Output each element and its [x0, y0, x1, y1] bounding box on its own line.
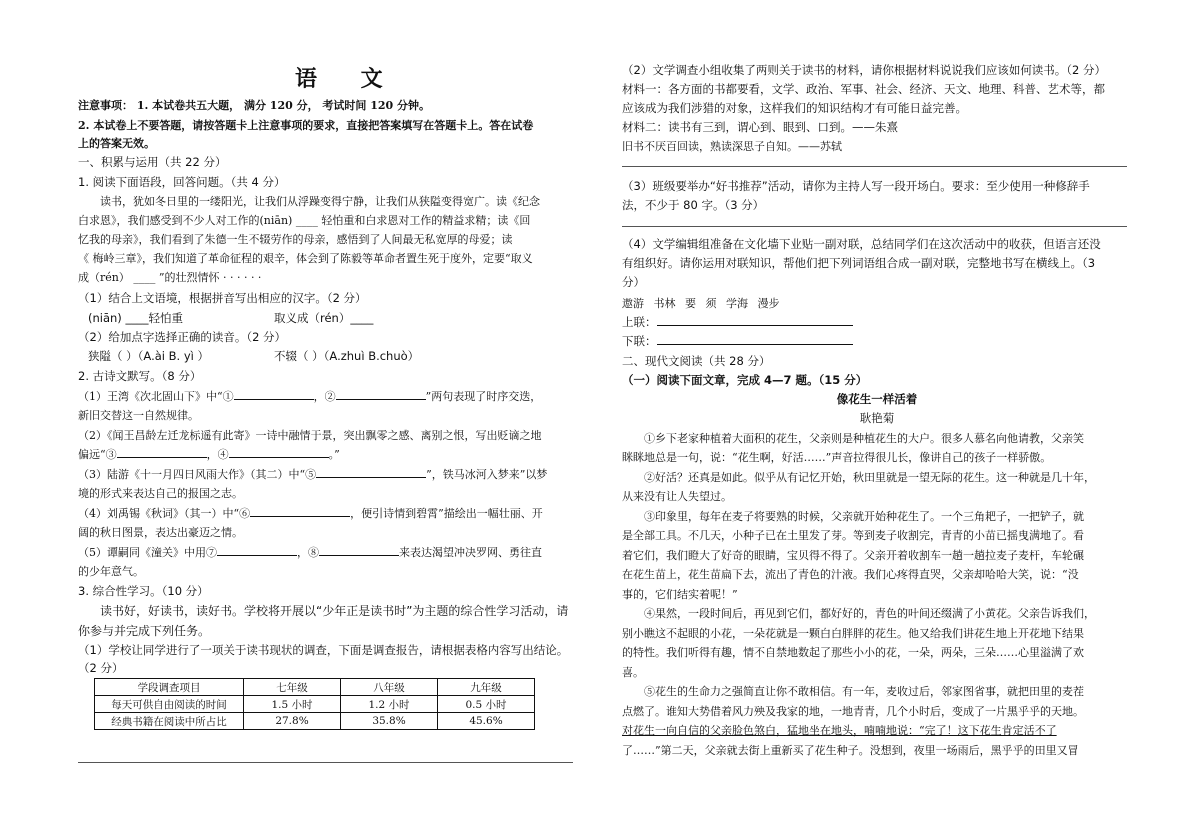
couplet-words: 遨游 书林 要 须 学海 漫步 — [622, 297, 780, 310]
q2-line-text: （1）王湾《次北固山下》中“① — [78, 390, 234, 403]
article-line: 事的，它们结实着呢！” — [622, 588, 738, 601]
q3-sub4-cont: 有组织好。请你运用对联知识，帮他们把下列词语组合成一副对联，完整地书写在横线上。（3 — [622, 256, 1096, 270]
answer-blank[interactable] — [229, 445, 329, 458]
q1-sub2-a: 狭隘（ ）（A.ài B. yì ） — [88, 349, 209, 363]
q2-line-cont: 阔的秋日图景，表达出豪迈之情。 — [78, 526, 243, 539]
q2-line-tail: 来表达渴望冲决罗网、勇往直 — [399, 546, 542, 559]
q2-line-cont: 境的形式来表达自己的报国之志。 — [78, 487, 243, 500]
table-header: 七年级 — [244, 679, 341, 696]
answer-blank[interactable] — [319, 543, 399, 556]
q3-sub3: （3）班级要举办“好书推荐”活动，请你为主持人写一段开场白。要求：至少使用一种修辞手 — [622, 179, 1090, 193]
material-1: 材料一：各方面的书都要看，文学、政治、军事、社会、经济、天文、地理、科普、艺术等，都 — [622, 82, 1105, 96]
q3-sub1-score: （2 分） — [78, 661, 124, 675]
table-header: 九年级 — [438, 679, 535, 696]
table-cell: 每天可供自由阅读的时间 — [95, 696, 244, 713]
q2-line-tail: ”，铁马冰河入梦来”以梦 — [426, 468, 548, 481]
table-cell: 1.5 小时 — [244, 696, 341, 713]
article-line: ④果然，一段时间后，再见到它们，都好好的，青色的叶间还缀满了小黄花。父亲告诉我们， — [644, 607, 1095, 620]
q1-para-line: 读书，犹如冬日里的一缕阳光，让我们从浮躁变得宁静，让我们从狭隘变得宽广。读《纪念 — [100, 195, 540, 208]
q2-line: （2）《闻王昌龄左迁龙标遥有此寄》一诗中融情于景，突出飘零之感、离别之恨，写出贬谪之地 — [78, 429, 542, 442]
q2-line-cont: 新旧交替这一自然规律。 — [78, 409, 199, 422]
q3-heading: 3. 综合性学习。（10 分） — [78, 584, 209, 598]
q1-para-line: 《 梅岭三章》，我们知道了革命征程的艰辛，体会到了陈毅等革命者置生死于度外，定要“取义 — [78, 252, 533, 265]
article-line: 点燃了。谁知大势借着风力殃及我家的地，一地青青，几个小时后，变成了一片黑乎乎的天地。 — [622, 705, 1084, 718]
notice-line-1: 注意事项： 1. 本试卷共五大题， 满分 120 分， 考试时间 120 分钟。 — [78, 99, 431, 112]
table-cell: 1.2 小时 — [341, 696, 438, 713]
q2-line-text: （3）陆游《十一月四日风雨大作》（其二）中“⑤ — [78, 468, 317, 481]
answer-blank[interactable] — [316, 465, 426, 478]
article-line: 从来没有让人失望过。 — [622, 490, 732, 503]
q2-line-text: 偏远“③ — [78, 448, 117, 461]
answer-line[interactable] — [622, 226, 1127, 227]
article-title: 像花生一样活着 — [836, 392, 918, 406]
exam-title: 语 文 — [295, 66, 401, 92]
section1-heading: 一、积累与运用（共 22 分） — [78, 155, 227, 169]
q1-sub1-b: 取义成（rén）____ — [274, 311, 374, 325]
q1-sub1-a: (niān) ____轻怕重 — [88, 311, 183, 325]
q2-line: （1）王湾《次北固山下》中“① ，② ”两句表现了时序交迭， — [78, 387, 588, 406]
q2-line — [78, 465, 588, 484]
answer-blank[interactable] — [117, 445, 207, 458]
q2-marker: ⑧ — [308, 546, 319, 559]
upper-couplet-blank[interactable] — [657, 313, 853, 326]
table-row — [95, 696, 535, 713]
table-cell: 经典书籍在阅读中所占比 — [95, 713, 244, 730]
q2-marker: ④ — [217, 448, 229, 461]
article-line: ⑤花生的生命力之强简直让你不敢相信。有一年，麦收过后，邻家图省事，就把田里的麦茬 — [644, 685, 1084, 698]
q3-intro: 读书好，好读书，读好书。学校将开展以“少年正是读书时”为主题的综合性学习活动，请 — [100, 604, 569, 618]
q2-line-tail: ，便引诗情到碧霄”描绘出一幅壮丽、开 — [350, 507, 543, 520]
table-cell: 27.8% — [244, 713, 341, 730]
answer-line[interactable] — [78, 762, 573, 763]
lower-couplet — [622, 332, 1132, 351]
q2-line: 偏远“③ ，④ 。” — [78, 445, 588, 464]
q1-sub2-b: 不辍（ ）（A.zhuì B.chuò） — [274, 349, 420, 363]
q2-line-text: （5）谭嗣同《潼关》中用⑦ — [78, 546, 217, 559]
answer-line[interactable] — [622, 166, 1127, 167]
article-line: 别小瞧这不起眼的小花，一朵花就是一颗白白胖胖的花生。他又给我们讲花生地上开花地下结果 — [622, 627, 1084, 640]
q1-heading: 1. 阅读下面语段，回答问题。（共 4 分） — [78, 175, 286, 189]
q3-sub4: （4）文学编辑组准备在文化墙下业贴一副对联，总结同学们在这次活动中的收获，但语言还没 — [622, 237, 1101, 251]
table-cell: 0.5 小时 — [438, 696, 535, 713]
article-line: 了……”第二天，父亲就去街上重新买了花生种子。没想到，夜里一场雨后，黑乎乎的田里又冒 — [622, 744, 1079, 757]
article-line: 眯眯地总是一句，说：“花生啊，好活……”声音拉得很儿长，像讲自己的孩子一样骄傲。 — [622, 451, 1052, 464]
q3-sub2: （2）文学调查小组收集了两则关于读书的材料，请你根据材料说说我们应该如何读书。（2 分） — [622, 63, 1107, 77]
upper-couplet-label: 上联： — [622, 315, 657, 329]
q3-intro: 你参与并完成下列任务。 — [78, 624, 211, 638]
article-line-underlined: 对花生一向自信的父亲脸色煞白，猛地坐在地头，喃喃地说：“完了！这下花生肯定活不了 — [622, 724, 1057, 737]
material-2-cont: 旧书不厌百回读，熟读深思子自知。——苏轼 — [622, 140, 842, 153]
article-line: 在花生苗上，花生苗扁下去，流出了青色的汁液。我们心疼得直哭，父亲却哈哈大笑，说：“没 — [622, 568, 1079, 581]
q1-sub1: （1）结合上文语境，根据拼音写出相应的汉字。（2 分） — [78, 291, 367, 305]
q1-para-line: 成（rén） ____ ”的壮烈情怀 · · · · · · — [78, 271, 262, 284]
q3-sub4-cont: 分） — [622, 275, 645, 289]
q1-para-line: 白求恩》，我们感受到不少人对工作的(niān) ____ 轻怕重和白求恩对工作的精益求精；读《回 — [78, 214, 531, 227]
table-row — [95, 713, 535, 730]
lower-couplet-label: 下联： — [622, 334, 657, 348]
material-1-cont: 应该成为我们涉猎的对象，这样我们的知识结构才有可能日益完善。 — [622, 101, 967, 115]
q1-sub2: （2）给加点字选择正确的读音。（2 分） — [78, 330, 287, 344]
answer-blank[interactable] — [217, 543, 297, 556]
upper-couplet — [622, 313, 1132, 332]
q2-line-cont: 的少年意气。 — [78, 565, 144, 578]
q2-line-text: （4）刘禹锡《秋词》（其一）中“⑥ — [78, 507, 251, 520]
table-header: 八年级 — [341, 679, 438, 696]
article-line: 的特性。我们听得有趣，情不自禁地数起了那些小小的花，一朵，两朵，三朵……心里溢满了欢 — [622, 646, 1084, 659]
article-author: 耿艳菊 — [859, 411, 895, 425]
table-header: 学段调查项目 — [95, 679, 244, 696]
q2-line-tail: ”两句表现了时序交迭， — [425, 390, 542, 403]
survey-table — [94, 678, 535, 730]
table-cell: 45.6% — [438, 713, 535, 730]
answer-blank[interactable] — [336, 387, 426, 400]
table-cell: 35.8% — [341, 713, 438, 730]
q3-sub1: （1）学校让同学进行了一项关于读书现状的调查，下面是调查报告，请根据表格内容写出结论。 — [78, 643, 569, 657]
article-line: ③印象里，每年在麦子将要熟的时候，父亲就开始种花生了。一个三角耙子，一把铲子，就 — [644, 510, 1084, 523]
table-header-row — [95, 679, 535, 696]
article-line: 是全部工具。不几天，小种子已在土里发了芽。等到麦子收割完，青青的小苗已摇曳满地了。看 — [622, 529, 1084, 542]
article-line: 喜。 — [622, 666, 644, 679]
q2-line: （5）谭嗣同《潼关》中用⑦ ，⑧ 来表达渴望冲决罗网、勇往直 — [78, 543, 588, 562]
lower-couplet-blank[interactable] — [657, 332, 853, 345]
section2-heading: 二、现代文阅读（共 28 分） — [622, 354, 771, 368]
q2-marker: ② — [324, 390, 336, 403]
q1-para-line: 忆我的母亲》，我们看到了朱德一生不辍劳作的母亲，感悟到了人间最无私宽厚的母爱；读 — [78, 233, 513, 246]
q2-heading: 2. 古诗文默写。（8 分） — [78, 369, 202, 383]
answer-blank[interactable] — [234, 387, 314, 400]
answer-blank[interactable] — [250, 504, 350, 517]
material-2: 材料二：读书有三到，谓心到、眼到、口到。——朱熹 — [622, 120, 898, 134]
article-line: 着它们，我们瞪大了好奇的眼睛，宝贝得不得了。父亲开着收割车一趟一趟拉麦子麦杆，车轮碾 — [622, 549, 1084, 562]
article-line: ①乡下老家种植着大面积的花生，父亲则是种植花生的大户。很多人慕名向他请教，父亲笑 — [644, 432, 1084, 445]
section2-sub-heading: （一）阅读下面文章，完成 4—7 题。（15 分） — [622, 373, 868, 387]
q2-line — [78, 504, 588, 523]
q3-sub3-cont: 法，不少于 80 字。（3 分） — [622, 198, 765, 212]
article-line: ②好活？还真是如此。似乎从有记忆开始，秋田里就是一望无际的花生。这一种就是几十年， — [644, 471, 1095, 484]
notice-line-2: 2. 本试卷上不要答题，请按答题卡上注意事项的要求，直接把答案填写在答题卡上。答在试卷 — [78, 119, 534, 132]
notice-line-3: 上的答案无效。 — [78, 137, 155, 150]
